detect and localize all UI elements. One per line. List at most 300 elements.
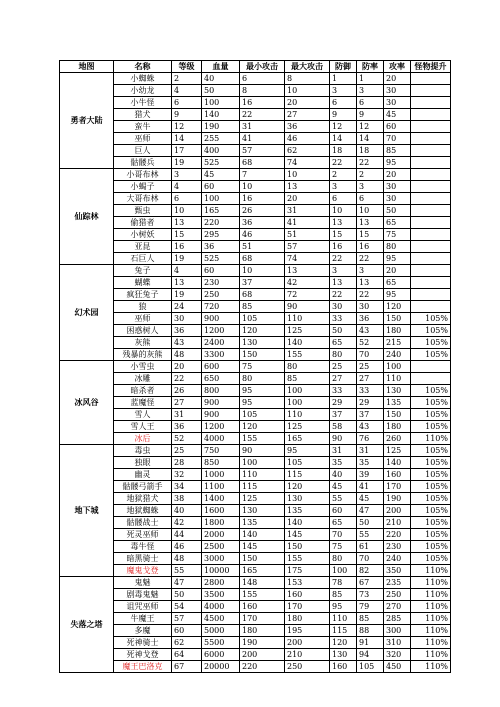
monster-max-attack: 42 (285, 277, 330, 289)
monster-min-attack: 220 (240, 661, 285, 673)
monster-level: 34 (172, 481, 202, 493)
monster-defense: 160 (330, 661, 357, 673)
monster-min-attack: 105 (240, 313, 285, 325)
monster-max-attack: 57 (285, 241, 330, 253)
monster-boost (411, 157, 451, 169)
monster-min-attack: 41 (240, 133, 285, 145)
monster-defense: 50 (330, 325, 357, 337)
monster-hp: 60 (202, 181, 240, 193)
table-row (60, 505, 451, 517)
monster-min-attack: 155 (240, 589, 285, 601)
monster-defense: 90 (330, 433, 357, 445)
monster-boost: 110% (411, 565, 451, 577)
monster-level: 50 (172, 589, 202, 601)
monster-defense: 35 (330, 457, 357, 469)
table-row (60, 109, 451, 121)
monster-hp: 750 (202, 445, 240, 457)
monster-min-attack: 10 (240, 265, 285, 277)
monster-hp: 100 (202, 193, 240, 205)
monster-defense-rate: 1 (357, 73, 384, 85)
monster-boost (411, 133, 451, 145)
table-row (60, 193, 451, 205)
table-row (60, 253, 451, 265)
monster-name: 蛮牛 (114, 121, 172, 133)
monster-defense: 25 (330, 361, 357, 373)
monster-boost: 105% (411, 553, 451, 565)
monster-min-attack: 180 (240, 625, 285, 637)
monster-max-attack: 46 (285, 133, 330, 145)
monster-min-attack: 120 (240, 325, 285, 337)
table-row (60, 85, 451, 97)
monster-level: 25 (172, 445, 202, 457)
monster-boost (411, 277, 451, 289)
monster-defense-rate: 91 (357, 637, 384, 649)
monster-defense: 30 (330, 301, 357, 313)
monster-min-attack: 37 (240, 277, 285, 289)
monster-hp: 100 (202, 97, 240, 109)
monster-name: 死神戈登 (114, 649, 172, 661)
monster-hp: 720 (202, 301, 240, 313)
monster-attack-rate: 170 (384, 481, 411, 493)
table-row (60, 541, 451, 553)
table-row (60, 121, 451, 133)
monster-defense: 45 (330, 481, 357, 493)
table-row (60, 241, 451, 253)
monster-hp: 650 (202, 373, 240, 385)
monster-boost (411, 229, 451, 241)
monster-defense-rate: 94 (357, 649, 384, 661)
monster-boost: 110% (411, 613, 451, 625)
region-name: 勇者大陆 (60, 73, 114, 169)
monster-boost: 105% (411, 349, 451, 361)
monster-defense-rate: 10 (357, 205, 384, 217)
monster-max-attack: 100 (285, 385, 330, 397)
monster-max-attack: 10 (285, 169, 330, 181)
monster-name: 魔王巴洛克 (114, 661, 172, 673)
monster-defense: 10 (330, 205, 357, 217)
monster-max-attack: 250 (285, 661, 330, 673)
monster-min-attack: 140 (240, 529, 285, 541)
monster-hp: 1800 (202, 517, 240, 529)
region-name: 地下城 (60, 445, 114, 577)
monster-hp: 3500 (202, 589, 240, 601)
monster-attack-rate: 30 (384, 181, 411, 193)
monster-defense-rate: 50 (357, 517, 384, 529)
monster-defense: 55 (330, 493, 357, 505)
monster-defense: 130 (330, 649, 357, 661)
monster-boost (411, 73, 451, 85)
monster-hp: 250 (202, 289, 240, 301)
monster-min-attack: 57 (240, 145, 285, 157)
monster-defense: 3 (330, 181, 357, 193)
monster-max-attack: 105 (285, 457, 330, 469)
monster-name: 诅咒巫师 (114, 601, 172, 613)
monster-level: 46 (172, 541, 202, 553)
monster-hp: 2000 (202, 529, 240, 541)
monster-defense-rate: 27 (357, 373, 384, 385)
table-row (60, 337, 451, 349)
table-row (60, 637, 451, 649)
monster-name: 亚昆 (114, 241, 172, 253)
monster-name: 小牛怪 (114, 97, 172, 109)
monster-level: 4 (172, 181, 202, 193)
table-row (60, 577, 451, 589)
monster-min-attack: 80 (240, 373, 285, 385)
monster-defense-rate: 33 (357, 385, 384, 397)
monster-max-attack: 125 (285, 325, 330, 337)
monster-defense-rate: 15 (357, 229, 384, 241)
monster-boost (411, 253, 451, 265)
monster-defense-rate: 3 (357, 85, 384, 97)
table-row (60, 73, 451, 85)
monster-max-attack: 135 (285, 505, 330, 517)
monster-attack-rate: 215 (384, 337, 411, 349)
table-row (60, 481, 451, 493)
monster-attack-rate: 190 (384, 493, 411, 505)
monster-hp: 3300 (202, 349, 240, 361)
monster-attack-rate: 60 (384, 121, 411, 133)
monster-defense: 22 (330, 289, 357, 301)
monster-min-attack: 150 (240, 349, 285, 361)
monster-defense: 9 (330, 109, 357, 121)
monster-level: 22 (172, 373, 202, 385)
table-row (60, 373, 451, 385)
monster-attack-rate: 130 (384, 385, 411, 397)
monster-hp: 50 (202, 85, 240, 97)
monster-min-attack: 130 (240, 505, 285, 517)
header-row (60, 61, 451, 73)
monster-attack-rate: 310 (384, 637, 411, 649)
monster-defense-rate: 16 (357, 241, 384, 253)
table-row (60, 169, 451, 181)
monster-defense-rate: 14 (357, 133, 384, 145)
monster-attack-rate: 350 (384, 565, 411, 577)
monster-name: 地狱猎犬 (114, 493, 172, 505)
monster-defense-rate: 30 (357, 301, 384, 313)
monster-min-attack: 148 (240, 577, 285, 589)
monster-level: 42 (172, 517, 202, 529)
monster-max-attack: 150 (285, 541, 330, 553)
monster-defense-rate: 35 (357, 457, 384, 469)
monster-name: 大哥布林 (114, 193, 172, 205)
monster-defense-rate: 82 (357, 565, 384, 577)
monster-boost: 110% (411, 577, 451, 589)
monster-min-attack: 115 (240, 481, 285, 493)
monster-attack-rate: 220 (384, 529, 411, 541)
monster-level: 48 (172, 553, 202, 565)
monster-min-attack: 125 (240, 493, 285, 505)
monster-max-attack: 110 (285, 409, 330, 421)
monster-min-attack: 150 (240, 553, 285, 565)
monster-attack-rate: 100 (384, 361, 411, 373)
monster-name: 小树妖 (114, 229, 172, 241)
monster-defense: 80 (330, 349, 357, 361)
monster-level: 15 (172, 229, 202, 241)
monster-attack-rate: 160 (384, 469, 411, 481)
monster-defense: 65 (330, 517, 357, 529)
monster-defense: 12 (330, 121, 357, 133)
header-defense: 防御 (330, 61, 357, 73)
monster-max-attack: 110 (285, 313, 330, 325)
monster-max-attack: 115 (285, 469, 330, 481)
header-monster-boost: 怪物提升 (411, 61, 451, 73)
monster-boost (411, 145, 451, 157)
monster-name: 幽灵 (114, 469, 172, 481)
monster-level: 14 (172, 133, 202, 145)
monster-attack-rate: 450 (384, 661, 411, 673)
monster-name: 地狱蜘蛛 (114, 505, 172, 517)
monster-boost: 105% (411, 493, 451, 505)
monster-attack-rate: 240 (384, 349, 411, 361)
monster-attack-rate: 95 (384, 157, 411, 169)
monster-boost (411, 301, 451, 313)
table-row (60, 265, 451, 277)
table-row (60, 325, 451, 337)
monster-attack-rate: 150 (384, 313, 411, 325)
monster-name: 暗杀者 (114, 385, 172, 397)
region-name: 冰风谷 (60, 361, 114, 445)
monster-attack-rate: 110 (384, 373, 411, 385)
monster-name: 雪人 (114, 409, 172, 421)
monster-boost (411, 241, 451, 253)
monster-defense-rate: 52 (357, 337, 384, 349)
monster-level: 57 (172, 613, 202, 625)
monster-boost: 105% (411, 529, 451, 541)
monster-attack-rate: 210 (384, 517, 411, 529)
region-name: 失落之塔 (60, 577, 114, 673)
monster-name: 兔子 (114, 265, 172, 277)
monster-level: 19 (172, 157, 202, 169)
monster-boost: 110% (411, 433, 451, 445)
monster-max-attack: 195 (285, 625, 330, 637)
monster-name: 狼 (114, 301, 172, 313)
monster-defense: 110 (330, 613, 357, 625)
monster-level: 54 (172, 601, 202, 613)
monster-max-attack: 31 (285, 205, 330, 217)
monster-hp: 20000 (202, 661, 240, 673)
monster-hp: 3000 (202, 553, 240, 565)
monster-name: 小哥布林 (114, 169, 172, 181)
monster-name: 巫师 (114, 133, 172, 145)
table-row (60, 385, 451, 397)
monster-defense-rate: 2 (357, 169, 384, 181)
monster-level: 40 (172, 505, 202, 517)
table-row (60, 613, 451, 625)
monster-stats-table (59, 60, 451, 673)
monster-name: 石巨人 (114, 253, 172, 265)
monster-min-attack: 26 (240, 205, 285, 217)
monster-max-attack: 180 (285, 613, 330, 625)
monster-boost (411, 361, 451, 373)
monster-hp: 900 (202, 409, 240, 421)
monster-boost: 105% (411, 481, 451, 493)
monster-attack-rate: 140 (384, 457, 411, 469)
monster-boost: 105% (411, 517, 451, 529)
table-row (60, 217, 451, 229)
monster-hp: 2500 (202, 541, 240, 553)
monster-defense: 6 (330, 193, 357, 205)
monster-max-attack: 8 (285, 73, 330, 85)
monster-level: 17 (172, 145, 202, 157)
monster-min-attack: 75 (240, 361, 285, 373)
monster-min-attack: 68 (240, 289, 285, 301)
monster-max-attack: 27 (285, 109, 330, 121)
monster-level: 52 (172, 433, 202, 445)
monster-name: 残暴的灰熊 (114, 349, 172, 361)
monster-attack-rate: 75 (384, 229, 411, 241)
monster-name: 暗黑骑士 (114, 553, 172, 565)
monster-name: 骷髅弓箭手 (114, 481, 172, 493)
monster-hp: 1200 (202, 421, 240, 433)
monster-defense: 58 (330, 421, 357, 433)
monster-level: 19 (172, 253, 202, 265)
monster-name: 死神骑士 (114, 637, 172, 649)
monster-defense: 75 (330, 541, 357, 553)
header-level: 等级 (172, 61, 202, 73)
monster-defense: 16 (330, 241, 357, 253)
monster-hp: 900 (202, 397, 240, 409)
monster-max-attack: 130 (285, 493, 330, 505)
monster-level: 32 (172, 469, 202, 481)
monster-level: 19 (172, 289, 202, 301)
monster-boost (411, 205, 451, 217)
monster-attack-rate: 95 (384, 289, 411, 301)
monster-hp: 45 (202, 169, 240, 181)
monster-min-attack: 85 (240, 301, 285, 313)
monster-defense: 60 (330, 505, 357, 517)
monster-max-attack: 200 (285, 637, 330, 649)
monster-level: 13 (172, 217, 202, 229)
monster-level: 28 (172, 457, 202, 469)
monster-attack-rate: 235 (384, 577, 411, 589)
header-max-attack: 最大攻击 (285, 61, 330, 73)
monster-hp: 4500 (202, 613, 240, 625)
monster-defense: 95 (330, 601, 357, 613)
monster-level: 10 (172, 205, 202, 217)
monster-hp: 1000 (202, 469, 240, 481)
monster-level: 2 (172, 73, 202, 85)
monster-name: 多魔 (114, 625, 172, 637)
monster-boost (411, 289, 451, 301)
monster-max-attack: 155 (285, 349, 330, 361)
monster-attack-rate: 135 (384, 397, 411, 409)
monster-defense-rate: 76 (357, 433, 384, 445)
monster-name: 冰雕 (114, 373, 172, 385)
monster-defense-rate: 31 (357, 445, 384, 457)
monster-min-attack: 130 (240, 337, 285, 349)
monster-defense: 18 (330, 145, 357, 157)
monster-attack-rate: 50 (384, 205, 411, 217)
monster-min-attack: 16 (240, 97, 285, 109)
monster-defense: 2 (330, 169, 357, 181)
monster-defense: 13 (330, 277, 357, 289)
monster-boost: 105% (411, 445, 451, 457)
header-min-attack: 最小攻击 (240, 61, 285, 73)
monster-hp: 36 (202, 241, 240, 253)
monster-boost: 105% (411, 469, 451, 481)
monster-min-attack: 95 (240, 397, 285, 409)
monster-hp: 295 (202, 229, 240, 241)
table-row (60, 649, 451, 661)
monster-hp: 5000 (202, 625, 240, 637)
monster-min-attack: 7 (240, 169, 285, 181)
monster-boost: 110% (411, 637, 451, 649)
monster-boost: 105% (411, 337, 451, 349)
monster-min-attack: 22 (240, 109, 285, 121)
table-row (60, 97, 451, 109)
monster-attack-rate: 20 (384, 265, 411, 277)
monster-attack-rate: 95 (384, 253, 411, 265)
monster-min-attack: 31 (240, 121, 285, 133)
monster-hp: 525 (202, 253, 240, 265)
monster-level: 13 (172, 277, 202, 289)
monster-attack-rate: 70 (384, 133, 411, 145)
monster-max-attack: 165 (285, 433, 330, 445)
monster-min-attack: 100 (240, 457, 285, 469)
monster-defense-rate: 70 (357, 349, 384, 361)
monster-level: 38 (172, 493, 202, 505)
monster-defense-rate: 29 (357, 397, 384, 409)
monster-name: 猎犬 (114, 109, 172, 121)
header-name: 名称 (114, 61, 172, 73)
monster-max-attack: 20 (285, 97, 330, 109)
monster-defense: 15 (330, 229, 357, 241)
monster-defense: 6 (330, 97, 357, 109)
monster-hp: 255 (202, 133, 240, 145)
monster-boost (411, 265, 451, 277)
monster-defense-rate: 41 (357, 481, 384, 493)
monster-max-attack: 85 (285, 373, 330, 385)
monster-max-attack: 74 (285, 157, 330, 169)
monster-defense: 33 (330, 385, 357, 397)
table-row (60, 229, 451, 241)
monster-defense: 27 (330, 373, 357, 385)
monster-defense: 37 (330, 409, 357, 421)
monster-hp: 140 (202, 109, 240, 121)
table-row (60, 397, 451, 409)
table-row (60, 517, 451, 529)
monster-min-attack: 170 (240, 613, 285, 625)
monster-level: 62 (172, 637, 202, 649)
monster-level: 30 (172, 313, 202, 325)
table-row (60, 661, 451, 673)
monster-hp: 525 (202, 157, 240, 169)
monster-defense-rate: 12 (357, 121, 384, 133)
monster-min-attack: 160 (240, 601, 285, 613)
monster-defense-rate: 36 (357, 313, 384, 325)
region-name: 仙踪林 (60, 169, 114, 265)
monster-defense: 29 (330, 397, 357, 409)
monster-boost (411, 181, 451, 193)
table-row (60, 589, 451, 601)
header-attack-rate: 攻率 (384, 61, 411, 73)
monster-attack-rate: 250 (384, 589, 411, 601)
region-name: 幻术园 (60, 265, 114, 361)
monster-max-attack: 153 (285, 577, 330, 589)
monster-defense-rate: 45 (357, 493, 384, 505)
monster-defense-rate: 13 (357, 277, 384, 289)
monster-attack-rate: 120 (384, 301, 411, 313)
monster-hp: 600 (202, 361, 240, 373)
monster-defense-rate: 61 (357, 541, 384, 553)
monster-name: 小蝎子 (114, 181, 172, 193)
monster-max-attack: 120 (285, 481, 330, 493)
monster-attack-rate: 285 (384, 613, 411, 625)
monster-defense: 100 (330, 565, 357, 577)
monster-defense: 31 (330, 445, 357, 457)
monster-name: 独眼 (114, 457, 172, 469)
monster-level: 9 (172, 109, 202, 121)
